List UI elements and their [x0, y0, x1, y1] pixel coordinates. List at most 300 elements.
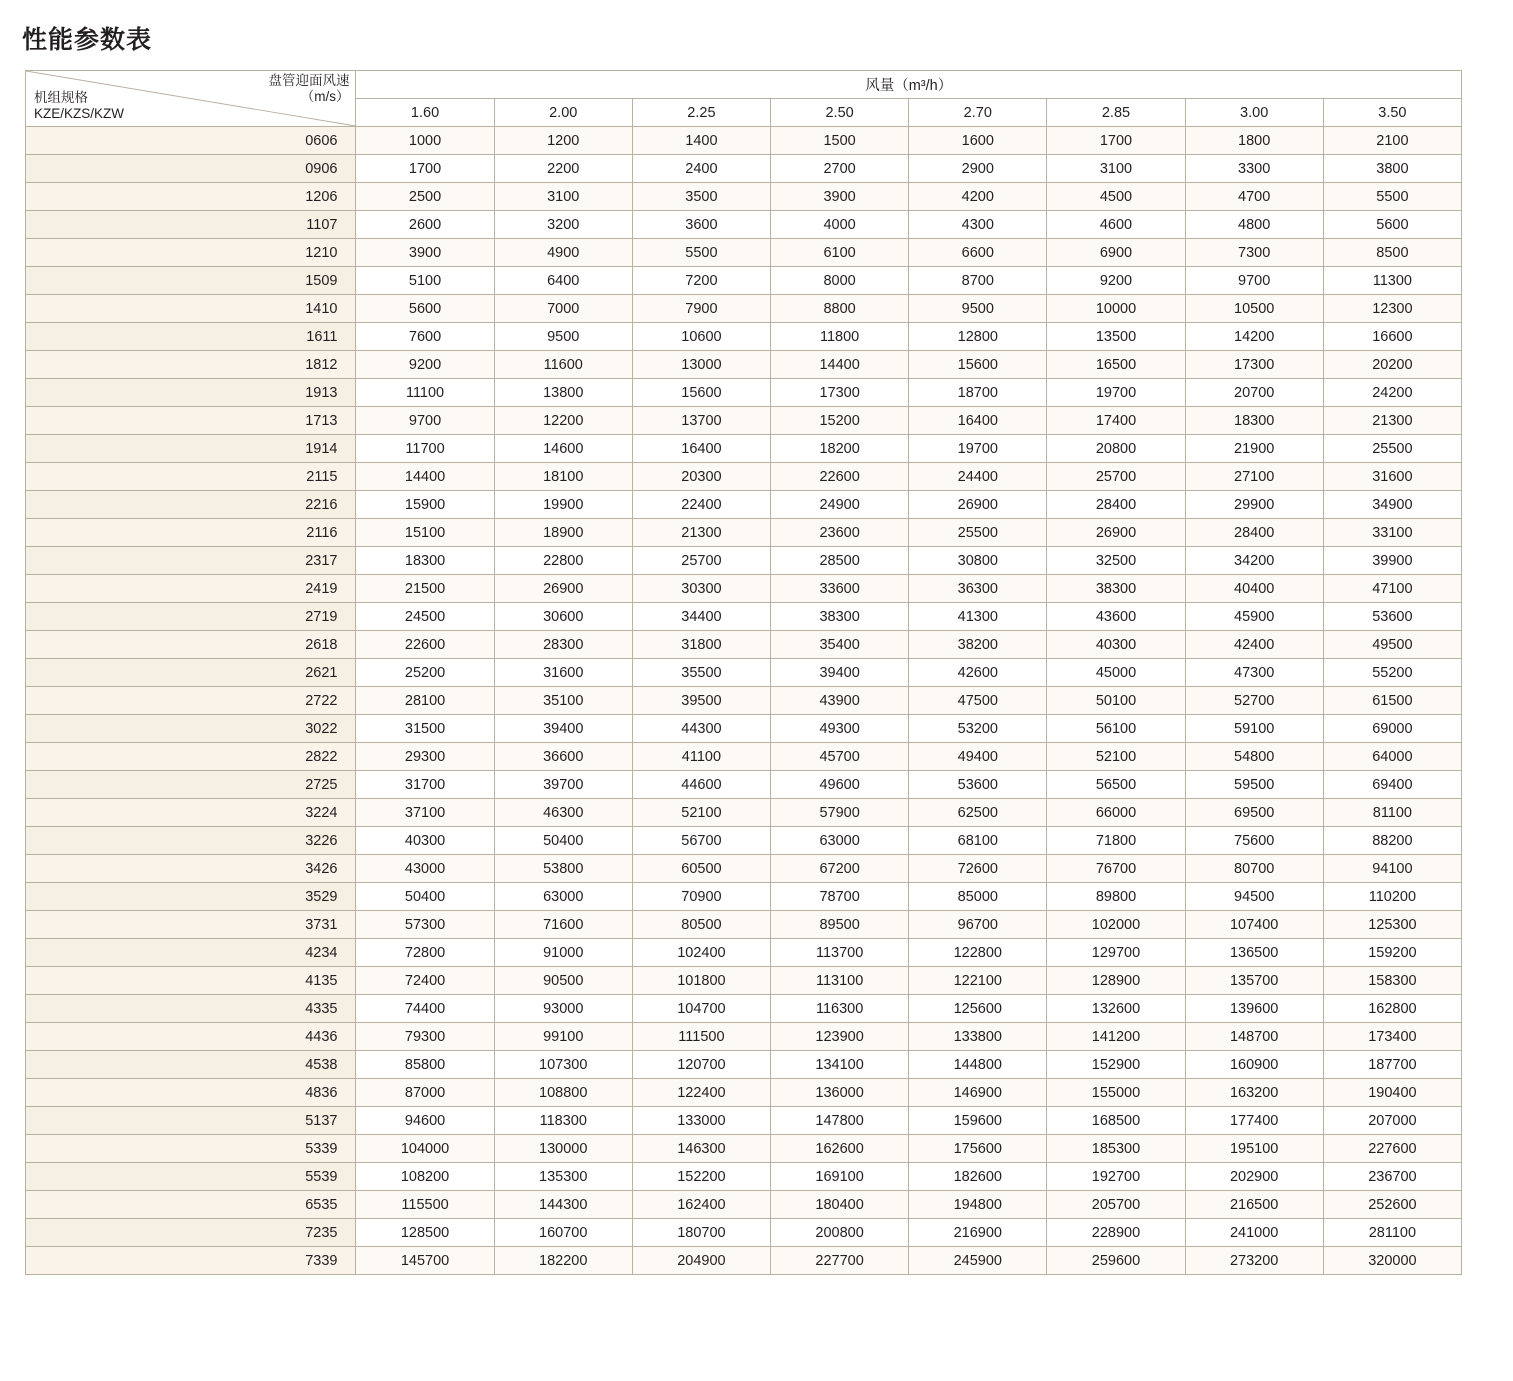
unit-spec-cell: 3426 [26, 855, 356, 883]
speed-column-header: 3.00 [1185, 99, 1323, 127]
airflow-value-cell: 39400 [494, 715, 632, 743]
speed-column-header: 2.50 [771, 99, 909, 127]
airflow-value-cell: 39700 [494, 771, 632, 799]
airflow-value-cell: 31500 [356, 715, 494, 743]
airflow-value-cell: 13000 [632, 351, 770, 379]
airflow-value-cell: 160700 [494, 1219, 632, 1247]
table-row [26, 351, 1462, 379]
airflow-value-cell: 185300 [1047, 1135, 1185, 1163]
airflow-value-cell: 14400 [771, 351, 909, 379]
airflow-value-cell: 71600 [494, 911, 632, 939]
unit-spec-cell: 7235 [26, 1219, 356, 1247]
airflow-value-cell: 72800 [356, 939, 494, 967]
unit-spec-cell: 1206 [26, 183, 356, 211]
airflow-value-cell: 3900 [771, 183, 909, 211]
unit-spec-cell: 1410 [26, 295, 356, 323]
airflow-value-cell: 216500 [1185, 1191, 1323, 1219]
airflow-value-cell: 47300 [1185, 659, 1323, 687]
airflow-value-cell: 136000 [771, 1079, 909, 1107]
airflow-value-cell: 56700 [632, 827, 770, 855]
airflow-value-cell: 281100 [1323, 1219, 1461, 1247]
airflow-value-cell: 14600 [494, 435, 632, 463]
corner-column-header-unit: （m/s） [300, 89, 350, 105]
table-row [26, 491, 1462, 519]
airflow-value-cell: 17300 [1185, 351, 1323, 379]
airflow-value-cell: 202900 [1185, 1163, 1323, 1191]
airflow-value-cell: 12200 [494, 407, 632, 435]
airflow-value-cell: 76700 [1047, 855, 1185, 883]
airflow-value-cell: 91000 [494, 939, 632, 967]
airflow-value-cell: 38200 [909, 631, 1047, 659]
airflow-value-cell: 116300 [771, 995, 909, 1023]
airflow-value-cell: 15100 [356, 519, 494, 547]
airflow-value-cell: 55200 [1323, 659, 1461, 687]
airflow-value-cell: 104700 [632, 995, 770, 1023]
airflow-value-cell: 11700 [356, 435, 494, 463]
speed-column-header: 2.25 [632, 99, 770, 127]
airflow-value-cell: 1500 [771, 127, 909, 155]
airflow-value-cell: 16500 [1047, 351, 1185, 379]
airflow-value-cell: 139600 [1185, 995, 1323, 1023]
airflow-value-cell: 9700 [356, 407, 494, 435]
airflow-value-cell: 7000 [494, 295, 632, 323]
airflow-value-cell: 146900 [909, 1079, 1047, 1107]
airflow-value-cell: 44600 [632, 771, 770, 799]
airflow-value-cell: 241000 [1185, 1219, 1323, 1247]
unit-spec-cell: 2419 [26, 575, 356, 603]
airflow-value-cell: 50100 [1047, 687, 1185, 715]
table-row [26, 743, 1462, 771]
airflow-value-cell: 50400 [356, 883, 494, 911]
airflow-value-cell: 20300 [632, 463, 770, 491]
airflow-value-cell: 134100 [771, 1051, 909, 1079]
table-row [26, 771, 1462, 799]
airflow-value-cell: 187700 [1323, 1051, 1461, 1079]
table-row [26, 799, 1462, 827]
table-row [26, 1135, 1462, 1163]
airflow-value-cell: 9200 [356, 351, 494, 379]
airflow-value-cell: 47500 [909, 687, 1047, 715]
airflow-value-cell: 162400 [632, 1191, 770, 1219]
airflow-group-header: 风量（m³/h） [356, 71, 1462, 99]
airflow-value-cell: 146300 [632, 1135, 770, 1163]
unit-spec-cell: 5339 [26, 1135, 356, 1163]
airflow-value-cell: 3800 [1323, 155, 1461, 183]
airflow-value-cell: 15900 [356, 491, 494, 519]
airflow-value-cell: 145700 [356, 1247, 494, 1275]
table-row [26, 1107, 1462, 1135]
airflow-value-cell: 108200 [356, 1163, 494, 1191]
table-row [26, 463, 1462, 491]
airflow-value-cell: 57300 [356, 911, 494, 939]
airflow-value-cell: 7900 [632, 295, 770, 323]
airflow-value-cell: 252600 [1323, 1191, 1461, 1219]
airflow-value-cell: 3500 [632, 183, 770, 211]
table-row [26, 855, 1462, 883]
airflow-value-cell: 2600 [356, 211, 494, 239]
airflow-value-cell: 35100 [494, 687, 632, 715]
table-corner-header [26, 71, 356, 127]
airflow-value-cell: 320000 [1323, 1247, 1461, 1275]
airflow-value-cell: 128500 [356, 1219, 494, 1247]
corner-row-header-line1: 机组规格 [34, 90, 88, 106]
airflow-value-cell: 6100 [771, 239, 909, 267]
airflow-value-cell: 28100 [356, 687, 494, 715]
airflow-value-cell: 18900 [494, 519, 632, 547]
corner-row-header [34, 90, 124, 122]
airflow-value-cell: 1400 [632, 127, 770, 155]
airflow-value-cell: 15200 [771, 407, 909, 435]
airflow-value-cell: 49400 [909, 743, 1047, 771]
page-title: 性能参数表 [22, 26, 153, 54]
airflow-value-cell: 89800 [1047, 883, 1185, 911]
airflow-value-cell: 130000 [494, 1135, 632, 1163]
airflow-value-cell: 24500 [356, 603, 494, 631]
airflow-value-cell: 45000 [1047, 659, 1185, 687]
airflow-value-cell: 63000 [771, 827, 909, 855]
airflow-value-cell: 8000 [771, 267, 909, 295]
airflow-value-cell: 17400 [1047, 407, 1185, 435]
airflow-value-cell: 31800 [632, 631, 770, 659]
airflow-value-cell: 20200 [1323, 351, 1461, 379]
airflow-value-cell: 2100 [1323, 127, 1461, 155]
airflow-value-cell: 87000 [356, 1079, 494, 1107]
unit-spec-cell: 3529 [26, 883, 356, 911]
airflow-value-cell: 1600 [909, 127, 1047, 155]
airflow-value-cell: 177400 [1185, 1107, 1323, 1135]
airflow-value-cell: 53200 [909, 715, 1047, 743]
airflow-value-cell: 4700 [1185, 183, 1323, 211]
airflow-value-cell: 49300 [771, 715, 909, 743]
airflow-value-cell: 67200 [771, 855, 909, 883]
airflow-value-cell: 46300 [494, 799, 632, 827]
airflow-value-cell: 53600 [909, 771, 1047, 799]
airflow-value-cell: 227700 [771, 1247, 909, 1275]
unit-spec-cell: 4135 [26, 967, 356, 995]
airflow-value-cell: 3600 [632, 211, 770, 239]
airflow-value-cell: 107300 [494, 1051, 632, 1079]
airflow-value-cell: 80500 [632, 911, 770, 939]
table-row [26, 1219, 1462, 1247]
airflow-value-cell: 38300 [771, 603, 909, 631]
airflow-value-cell: 56100 [1047, 715, 1185, 743]
airflow-value-cell: 31700 [356, 771, 494, 799]
airflow-value-cell: 1700 [1047, 127, 1185, 155]
airflow-value-cell: 155000 [1047, 1079, 1185, 1107]
airflow-value-cell: 42600 [909, 659, 1047, 687]
airflow-value-cell: 56500 [1047, 771, 1185, 799]
airflow-value-cell: 26900 [909, 491, 1047, 519]
table-row [26, 911, 1462, 939]
airflow-value-cell: 4200 [909, 183, 1047, 211]
table-row [26, 127, 1462, 155]
airflow-value-cell: 53600 [1323, 603, 1461, 631]
airflow-value-cell: 29300 [356, 743, 494, 771]
airflow-value-cell: 102000 [1047, 911, 1185, 939]
airflow-value-cell: 113700 [771, 939, 909, 967]
airflow-value-cell: 11100 [356, 379, 494, 407]
airflow-value-cell: 7200 [632, 267, 770, 295]
airflow-value-cell: 245900 [909, 1247, 1047, 1275]
airflow-value-cell: 49600 [771, 771, 909, 799]
airflow-value-cell: 182200 [494, 1247, 632, 1275]
airflow-value-cell: 7600 [356, 323, 494, 351]
airflow-value-cell: 180400 [771, 1191, 909, 1219]
airflow-value-cell: 147800 [771, 1107, 909, 1135]
airflow-value-cell: 18200 [771, 435, 909, 463]
airflow-value-cell: 11600 [494, 351, 632, 379]
unit-spec-cell: 1509 [26, 267, 356, 295]
airflow-value-cell: 36600 [494, 743, 632, 771]
airflow-value-cell: 12800 [909, 323, 1047, 351]
airflow-value-cell: 19900 [494, 491, 632, 519]
airflow-value-cell: 113100 [771, 967, 909, 995]
airflow-value-cell: 21500 [356, 575, 494, 603]
unit-spec-cell: 2618 [26, 631, 356, 659]
airflow-value-cell: 21300 [1323, 407, 1461, 435]
airflow-value-cell: 4600 [1047, 211, 1185, 239]
airflow-value-cell: 54800 [1185, 743, 1323, 771]
airflow-value-cell: 22600 [771, 463, 909, 491]
unit-spec-cell: 5137 [26, 1107, 356, 1135]
unit-spec-cell: 2216 [26, 491, 356, 519]
airflow-value-cell: 4800 [1185, 211, 1323, 239]
airflow-value-cell: 204900 [632, 1247, 770, 1275]
airflow-value-cell: 39500 [632, 687, 770, 715]
airflow-value-cell: 259600 [1047, 1247, 1185, 1275]
airflow-value-cell: 31600 [1323, 463, 1461, 491]
airflow-value-cell: 44300 [632, 715, 770, 743]
unit-spec-cell: 2115 [26, 463, 356, 491]
unit-spec-cell: 3226 [26, 827, 356, 855]
airflow-value-cell: 28500 [771, 547, 909, 575]
airflow-value-cell: 49500 [1323, 631, 1461, 659]
airflow-value-cell: 8500 [1323, 239, 1461, 267]
airflow-value-cell: 89500 [771, 911, 909, 939]
airflow-value-cell: 59100 [1185, 715, 1323, 743]
airflow-value-cell: 2200 [494, 155, 632, 183]
airflow-value-cell: 40400 [1185, 575, 1323, 603]
airflow-value-cell: 34900 [1323, 491, 1461, 519]
airflow-value-cell: 9700 [1185, 267, 1323, 295]
speed-column-header: 3.50 [1323, 99, 1461, 127]
unit-spec-cell: 2621 [26, 659, 356, 687]
table-row [26, 967, 1462, 995]
airflow-value-cell: 69500 [1185, 799, 1323, 827]
table-row [26, 155, 1462, 183]
airflow-value-cell: 8700 [909, 267, 1047, 295]
airflow-value-cell: 152200 [632, 1163, 770, 1191]
airflow-value-cell: 52700 [1185, 687, 1323, 715]
airflow-value-cell: 11800 [771, 323, 909, 351]
airflow-value-cell: 94600 [356, 1107, 494, 1135]
airflow-value-cell: 63000 [494, 883, 632, 911]
table-row [26, 995, 1462, 1023]
airflow-value-cell: 80700 [1185, 855, 1323, 883]
table-row [26, 883, 1462, 911]
table-row [26, 183, 1462, 211]
airflow-value-cell: 168500 [1047, 1107, 1185, 1135]
airflow-value-cell: 16400 [909, 407, 1047, 435]
airflow-value-cell: 40300 [1047, 631, 1185, 659]
airflow-value-cell: 122800 [909, 939, 1047, 967]
airflow-value-cell: 88200 [1323, 827, 1461, 855]
table-row [26, 407, 1462, 435]
airflow-value-cell: 85800 [356, 1051, 494, 1079]
unit-spec-cell: 4335 [26, 995, 356, 1023]
unit-spec-cell: 3224 [26, 799, 356, 827]
airflow-value-cell: 163200 [1185, 1079, 1323, 1107]
airflow-value-cell: 24200 [1323, 379, 1461, 407]
airflow-value-cell: 159200 [1323, 939, 1461, 967]
airflow-value-cell: 22400 [632, 491, 770, 519]
airflow-value-cell: 61500 [1323, 687, 1461, 715]
table-row [26, 323, 1462, 351]
table-head [26, 71, 1462, 127]
airflow-value-cell: 24400 [909, 463, 1047, 491]
airflow-value-cell: 3100 [494, 183, 632, 211]
airflow-value-cell: 69000 [1323, 715, 1461, 743]
airflow-value-cell: 2900 [909, 155, 1047, 183]
airflow-value-cell: 59500 [1185, 771, 1323, 799]
airflow-value-cell: 28300 [494, 631, 632, 659]
airflow-value-cell: 192700 [1047, 1163, 1185, 1191]
table-row [26, 1247, 1462, 1275]
airflow-value-cell: 94500 [1185, 883, 1323, 911]
airflow-value-cell: 148700 [1185, 1023, 1323, 1051]
airflow-value-cell: 75600 [1185, 827, 1323, 855]
airflow-value-cell: 5600 [356, 295, 494, 323]
airflow-value-cell: 125300 [1323, 911, 1461, 939]
airflow-value-cell: 25500 [909, 519, 1047, 547]
corner-column-header [268, 73, 349, 105]
table-row [26, 267, 1462, 295]
airflow-value-cell: 13500 [1047, 323, 1185, 351]
airflow-value-cell: 38300 [1047, 575, 1185, 603]
airflow-value-cell: 158300 [1323, 967, 1461, 995]
airflow-value-cell: 2700 [771, 155, 909, 183]
airflow-value-cell: 144300 [494, 1191, 632, 1219]
airflow-value-cell: 17300 [771, 379, 909, 407]
table-row [26, 603, 1462, 631]
airflow-value-cell: 162800 [1323, 995, 1461, 1023]
table-row [26, 295, 1462, 323]
airflow-value-cell: 20700 [1185, 379, 1323, 407]
airflow-value-cell: 6400 [494, 267, 632, 295]
airflow-value-cell: 273200 [1185, 1247, 1323, 1275]
airflow-value-cell: 96700 [909, 911, 1047, 939]
airflow-value-cell: 136500 [1185, 939, 1323, 967]
airflow-value-cell: 30800 [909, 547, 1047, 575]
airflow-value-cell: 27100 [1185, 463, 1323, 491]
airflow-value-cell: 85000 [909, 883, 1047, 911]
airflow-value-cell: 93000 [494, 995, 632, 1023]
unit-spec-cell: 4234 [26, 939, 356, 967]
airflow-value-cell: 135700 [1185, 967, 1323, 995]
airflow-value-cell: 22600 [356, 631, 494, 659]
speed-column-header: 1.60 [356, 99, 494, 127]
unit-spec-cell: 5539 [26, 1163, 356, 1191]
airflow-value-cell: 18300 [356, 547, 494, 575]
unit-spec-cell: 0906 [26, 155, 356, 183]
airflow-value-cell: 74400 [356, 995, 494, 1023]
airflow-value-cell: 3100 [1047, 155, 1185, 183]
airflow-value-cell: 7300 [1185, 239, 1323, 267]
airflow-value-cell: 207000 [1323, 1107, 1461, 1135]
airflow-value-cell: 228900 [1047, 1219, 1185, 1247]
document-page [0, 20, 1513, 1381]
airflow-value-cell: 129700 [1047, 939, 1185, 967]
airflow-value-cell: 25700 [632, 547, 770, 575]
airflow-value-cell: 14200 [1185, 323, 1323, 351]
airflow-value-cell: 5100 [356, 267, 494, 295]
airflow-value-cell: 41300 [909, 603, 1047, 631]
airflow-value-cell: 68100 [909, 827, 1047, 855]
airflow-value-cell: 35500 [632, 659, 770, 687]
airflow-value-cell: 30600 [494, 603, 632, 631]
airflow-value-cell: 25500 [1323, 435, 1461, 463]
airflow-value-cell: 50400 [494, 827, 632, 855]
airflow-value-cell: 15600 [909, 351, 1047, 379]
airflow-value-cell: 122100 [909, 967, 1047, 995]
unit-spec-cell: 2725 [26, 771, 356, 799]
airflow-value-cell: 9500 [494, 323, 632, 351]
airflow-value-cell: 125600 [909, 995, 1047, 1023]
airflow-value-cell: 40300 [356, 827, 494, 855]
airflow-value-cell: 13700 [632, 407, 770, 435]
airflow-value-cell: 3900 [356, 239, 494, 267]
table-row [26, 827, 1462, 855]
airflow-value-cell: 90500 [494, 967, 632, 995]
airflow-value-cell: 6900 [1047, 239, 1185, 267]
airflow-value-cell: 115500 [356, 1191, 494, 1219]
airflow-value-cell: 10600 [632, 323, 770, 351]
airflow-value-cell: 227600 [1323, 1135, 1461, 1163]
airflow-value-cell: 3200 [494, 211, 632, 239]
airflow-value-cell: 26900 [494, 575, 632, 603]
airflow-value-cell: 64000 [1323, 743, 1461, 771]
airflow-value-cell: 45900 [1185, 603, 1323, 631]
airflow-value-cell: 39900 [1323, 547, 1461, 575]
airflow-value-cell: 6600 [909, 239, 1047, 267]
airflow-value-cell: 16600 [1323, 323, 1461, 351]
unit-spec-cell: 3022 [26, 715, 356, 743]
airflow-value-cell: 120700 [632, 1051, 770, 1079]
airflow-value-cell: 195100 [1185, 1135, 1323, 1163]
airflow-value-cell: 1700 [356, 155, 494, 183]
airflow-value-cell: 1800 [1185, 127, 1323, 155]
airflow-value-cell: 8800 [771, 295, 909, 323]
airflow-value-cell: 123900 [771, 1023, 909, 1051]
airflow-value-cell: 33600 [771, 575, 909, 603]
airflow-value-cell: 45700 [771, 743, 909, 771]
airflow-value-cell: 47100 [1323, 575, 1461, 603]
table-row [26, 715, 1462, 743]
airflow-value-cell: 42400 [1185, 631, 1323, 659]
airflow-value-cell: 16400 [632, 435, 770, 463]
unit-spec-cell: 4436 [26, 1023, 356, 1051]
airflow-value-cell: 19700 [909, 435, 1047, 463]
airflow-value-cell: 141200 [1047, 1023, 1185, 1051]
airflow-value-cell: 35400 [771, 631, 909, 659]
airflow-value-cell: 18300 [1185, 407, 1323, 435]
airflow-value-cell: 52100 [1047, 743, 1185, 771]
airflow-value-cell: 10500 [1185, 295, 1323, 323]
airflow-value-cell: 152900 [1047, 1051, 1185, 1079]
unit-spec-cell: 2822 [26, 743, 356, 771]
table-row [26, 547, 1462, 575]
table-row [26, 1191, 1462, 1219]
